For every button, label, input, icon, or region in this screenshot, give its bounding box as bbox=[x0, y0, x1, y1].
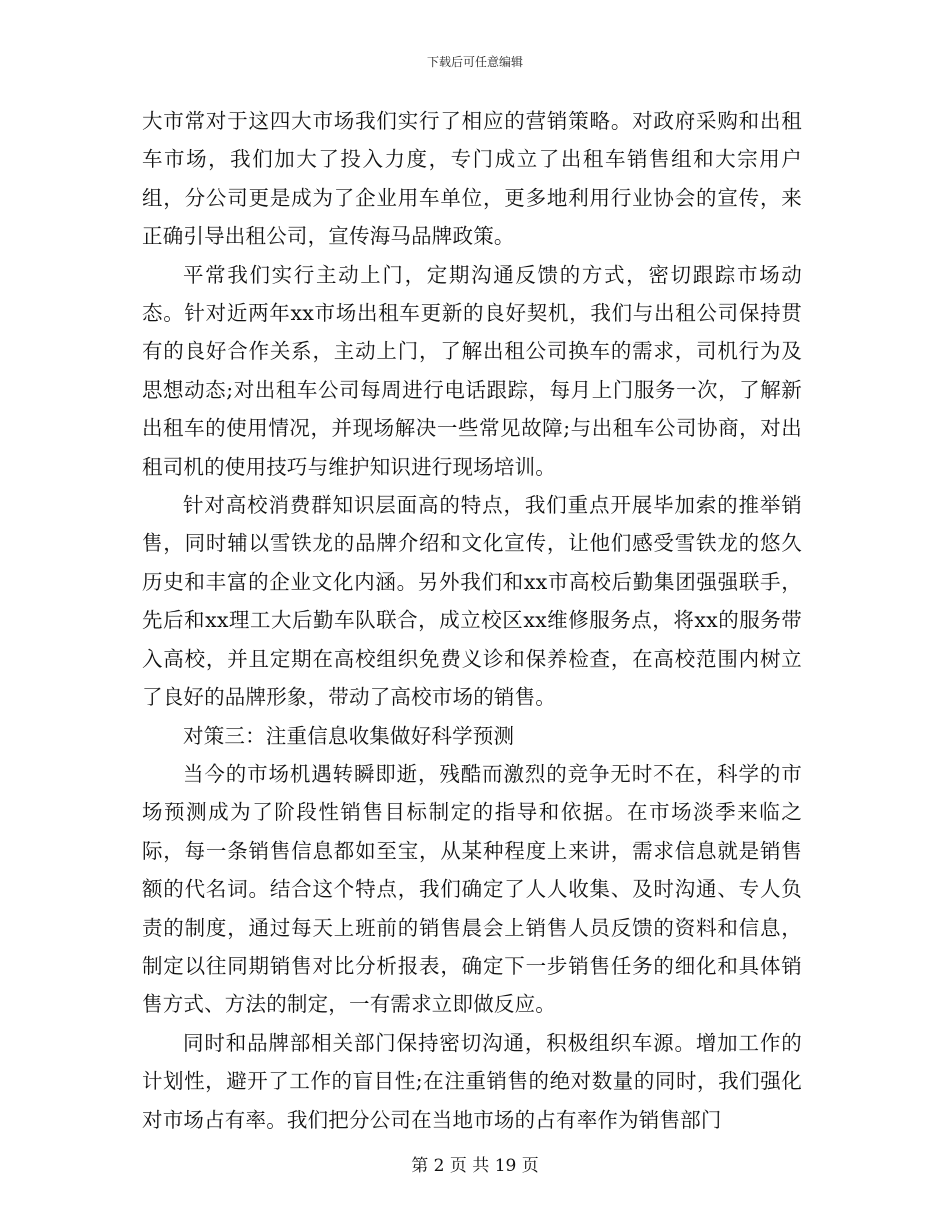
paragraph-taxi-market: 平常我们实行主动上门，定期沟通反馈的方式，密切跟踪市场动态。针对近两年xx市场出租车更新的良好契机，我们与出租公司保持贯有的良好合作关系，主动上门，了解出租公司换车的需求，司机行为及思想动态;对出租车公司每周进行电话跟踪，每月上门服务一次，了解新出租车的使用情况，并现场解决一些常见故障;与出租车公司协商，对出租司机的使用技巧与维护知识进行现场培训。 bbox=[142, 262, 802, 479]
paragraph-campus-market: 针对高校消费群知识层面高的特点，我们重点开展毕加索的推举销售，同时辅以雪铁龙的品牌介绍和文化宣传，让他们感受雪铁龙的悠久历史和丰富的企业文化内涵。另外我们和xx市高校后勤集团强强联手，先后和xx理工大后勤车队联合，成立校区xx维修服务点，将xx的服务带入高校，并且定期在高校组织免费义诊和保养检查，在高校范围内树立了良好的品牌形象，带动了高校市场的销售。 bbox=[142, 493, 802, 710]
paragraph-market-forecast: 当今的市场机遇转瞬即逝，残酷而激烈的竞争无时不在，科学的市场预测成为了阶段性销售目标制定的指导和依据。在市场淡季来临之际，每一条销售信息都如至宝，从某种程度上来讲，需求信息就是销售额的代名词。结合这个特点，我们确定了人人收集、及时沟通、专人负责的制度，通过每天上班前的销售晨会上销售人员反馈的资料和信息，制定以往同期销售对比分析报表，确定下一步销售任务的细化和具体销售方式、方法的制定，一有需求立即做反应。 bbox=[142, 761, 802, 1017]
paragraph-continuation: 大市常对于这四大市场我们实行了相应的营销策略。对政府采购和出租车市场，我们加大了投入力度，专门成立了出租车销售组和大宗用户组，分公司更是成为了企业用车单位，更多地利用行业协会的宣传，来正确引导出租公司，宣传海马品牌政策。 bbox=[142, 109, 802, 249]
document-body bbox=[142, 102, 802, 1139]
page-number: 第 2 页 共 19 页 bbox=[411, 1156, 539, 1176]
section-heading-strategy-three: 对策三：注重信息收集做好科学预测 bbox=[183, 723, 515, 748]
page-header: 下载后可任意编辑 bbox=[426, 55, 523, 69]
paragraph-brand-coordination: 同时和品牌部相关部门保持密切沟通，积极组织车源。增加工作的计划性，避开了工作的盲目性;在注重销售的绝对数量的同时，我们强化对市场占有率。我们把分公司在当地市场的占有率作为销售部门 bbox=[142, 1030, 802, 1132]
